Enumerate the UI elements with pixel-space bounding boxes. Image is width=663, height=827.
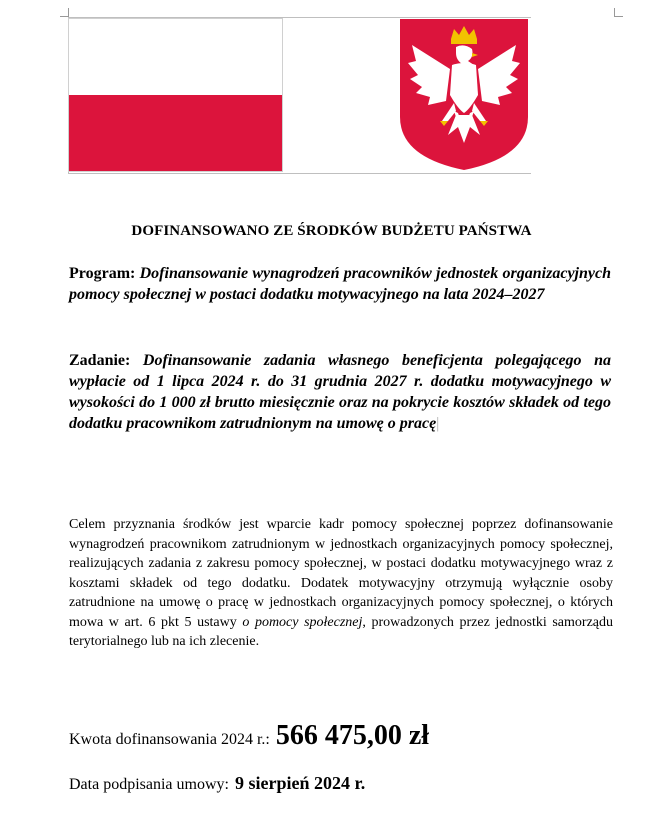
document-title: DOFINANSOWANO ZE ŚRODKÓW BUDŻETU PAŃSTWA <box>131 223 532 239</box>
task-section <box>69 350 611 434</box>
signing-date-value: 9 sierpień 2024 r. <box>234 773 366 793</box>
signing-date-row <box>69 773 365 794</box>
signing-date-label: Data podpisania umowy: <box>69 776 229 793</box>
polish-eagle-emblem-icon <box>398 17 530 172</box>
description-text-1: Celem przyznania środków jest wparcie kadr pomocy społecznej poprzez dofinansowanie wynagrodzeń pracownikom zatrudnionym w jednostkach organizacyjnych pomocy społecznej, realizujących zadania z zakresu pomocy społecznej, w postaci dodatku motywacyjnego wraz z kosztami składek od tego dodatku. Dodatek motywacyjny otrzymują wyłącznie osoby zatrudnione na umowę o pracę w jednostkach organizacyjnych pomocy społecznej, o których mowa w art. 6 pkt 5 ustawy <box>69 517 613 630</box>
description-italic: o pomocy społecznej <box>242 614 363 630</box>
task-label: Zadanie: <box>69 352 131 369</box>
text-cursor-mark: | <box>436 415 440 432</box>
amount-value: 566 475,00 zł <box>275 720 430 751</box>
amount-row <box>69 720 429 752</box>
description-text-2: , prowadzonych przez jednostki samorządu terytorialnego lub na ich zlecenie. <box>69 614 613 649</box>
program-section <box>69 263 611 305</box>
program-value: Dofinansowanie wynagrodzeń pracowników jednostek organizacyjnych pomocy społecznej w postaci dodatku motywacyjnego na lata 2024–2027 <box>69 265 611 303</box>
amount-label: Kwota dofinansowania 2024 r.: <box>69 731 270 748</box>
description-paragraph <box>69 515 613 652</box>
program-label: Program: <box>69 265 136 282</box>
polish-flag-icon <box>68 18 283 172</box>
margin-corner-mark <box>60 8 69 17</box>
task-value: Dofinansowanie zadania własnego beneficjenta polegającego na wypłacie od 1 lipca 2024 r. do 31 grudnia 2027 r. dodatku motywacyjnego w wysokości do 1 000 zł brutto miesięcznie oraz na pokrycie kosztów składek od tego dodatku pracownikom zatrudnionym na umowę o pracę <box>69 352 612 432</box>
margin-corner-mark <box>614 8 623 17</box>
